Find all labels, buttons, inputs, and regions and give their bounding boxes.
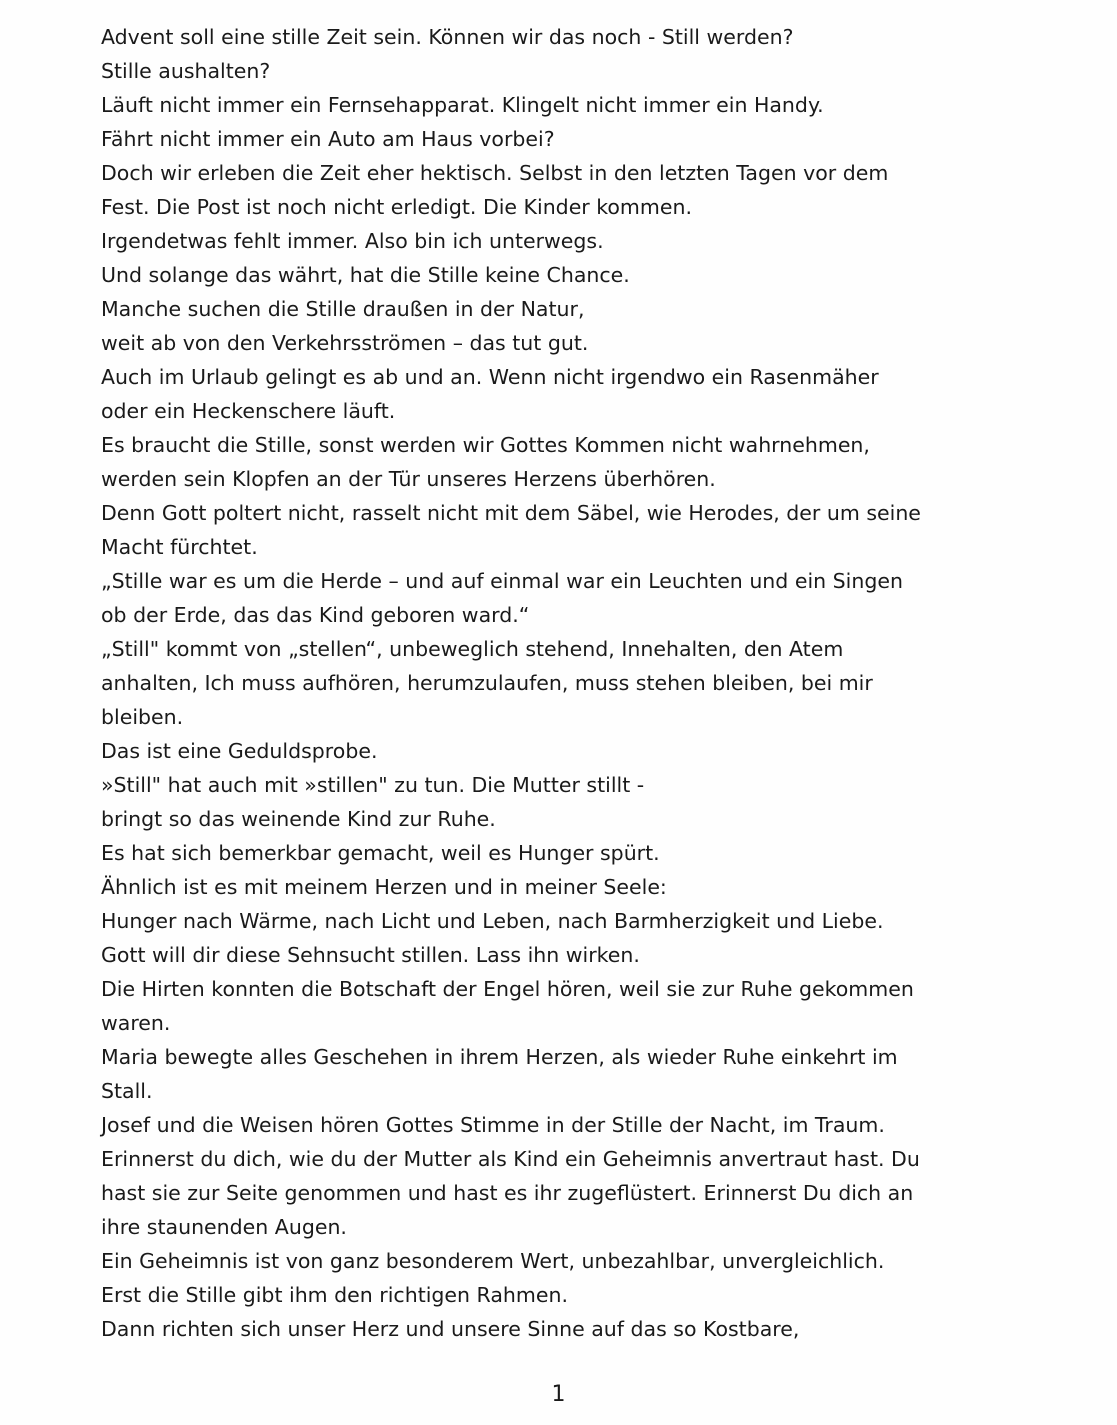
text-line: Es hat sich bemerkbar gemacht, weil es Hunger spürt. — [101, 841, 660, 865]
text-line: anhalten, Ich muss aufhören, herumzulaufen, muss stehen bleiben, bei mir — [101, 671, 873, 695]
text-line: Es braucht die Stille, sonst werden wir Gottes Kommen nicht wahrnehmen, — [101, 433, 870, 457]
text-line: waren. — [101, 1011, 171, 1035]
text-line: weit ab von den Verkehrsströmen – das tut gut. — [101, 331, 589, 355]
text-line: werden sein Klopfen an der Tür unseres Herzens überhören. — [101, 467, 716, 491]
text-line: Josef und die Weisen hören Gottes Stimme in der Stille der Nacht, im Traum. — [101, 1113, 885, 1137]
text-line: bleiben. — [101, 705, 184, 729]
text-line: Stall. — [101, 1079, 153, 1103]
text-line: Maria bewegte alles Geschehen in ihrem Herzen, als wieder Ruhe einkehrt im — [101, 1045, 898, 1069]
text-line: Auch im Urlaub gelingt es ab und an. Wenn nicht irgendwo ein Rasenmäher — [101, 365, 879, 389]
page-number: 1 — [551, 1382, 566, 1407]
text-line: Hunger nach Wärme, nach Licht und Leben, nach Barmherzigkeit und Liebe. — [101, 909, 884, 933]
text-line: Dann richten sich unser Herz und unsere Sinne auf das so Kostbare, — [101, 1317, 800, 1341]
text-line: Das ist eine Geduldsprobe. — [101, 739, 378, 763]
text-line: Denn Gott poltert nicht, rasselt nicht mit dem Säbel, wie Herodes, der um seine — [101, 501, 921, 525]
text-line: Macht fürchtet. — [101, 535, 258, 559]
text-line: ihre staunenden Augen. — [101, 1215, 347, 1239]
text-line: Manche suchen die Stille draußen in der Natur, — [101, 297, 585, 321]
body-text — [101, 20, 1101, 1346]
text-line: Die Hirten konnten die Botschaft der Engel hören, weil sie zur Ruhe gekommen — [101, 977, 914, 1001]
text-line: Erst die Stille gibt ihm den richtigen Rahmen. — [101, 1283, 568, 1307]
text-line: Erinnerst du dich, wie du der Mutter als Kind ein Geheimnis anvertraut hast. Du — [101, 1147, 920, 1171]
text-line: Fest. Die Post ist noch nicht erledigt. Die Kinder kommen. — [101, 195, 692, 219]
text-line: Und solange das währt, hat die Stille keine Chance. — [101, 263, 630, 287]
text-line: Läuft nicht immer ein Fernsehapparat. Klingelt nicht immer ein Handy. — [101, 93, 824, 117]
text-line: oder ein Heckenschere läuft. — [101, 399, 396, 423]
text-line: Doch wir erleben die Zeit eher hektisch. Selbst in den letzten Tagen vor dem — [101, 161, 889, 185]
text-line: Stille aushalten? — [101, 59, 271, 83]
text-line: hast sie zur Seite genommen und hast es ihr zugeflüstert. Erinnerst Du dich an — [101, 1181, 914, 1205]
text-line: Advent soll eine stille Zeit sein. Können wir das noch - Still werden? — [101, 25, 794, 49]
text-line: ob der Erde, das das Kind geboren ward.“ — [101, 603, 530, 627]
text-line: „Still" kommt von „stellen“, unbeweglich stehend, Innehalten, den Atem — [101, 637, 844, 661]
text-line: bringt so das weinende Kind zur Ruhe. — [101, 807, 496, 831]
text-line: Ein Geheimnis ist von ganz besonderem Wert, unbezahlbar, unvergleichlich. — [101, 1249, 885, 1273]
text-line: „Stille war es um die Herde – und auf einmal war ein Leuchten und ein Singen — [101, 569, 903, 593]
text-line: Fährt nicht immer ein Auto am Haus vorbei? — [101, 127, 555, 151]
text-line: »Still" hat auch mit »stillen" zu tun. Die Mutter stillt - — [101, 773, 645, 797]
text-line: Gott will dir diese Sehnsucht stillen. Lass ihn wirken. — [101, 943, 640, 967]
text-line: Irgendetwas fehlt immer. Also bin ich unterwegs. — [101, 229, 604, 253]
text-line: Ähnlich ist es mit meinem Herzen und in meiner Seele: — [101, 875, 667, 899]
